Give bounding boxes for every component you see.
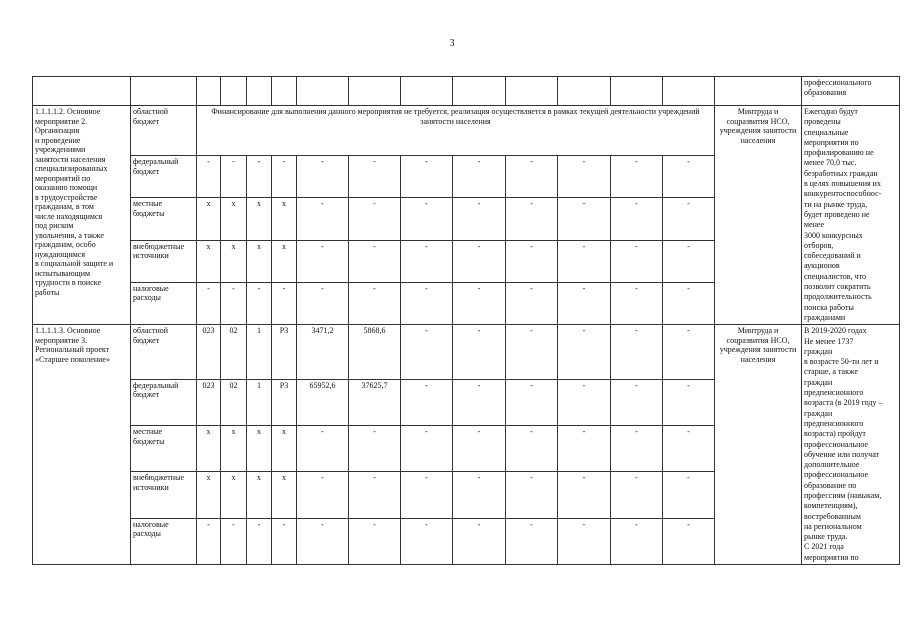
code-cell: х <box>272 426 297 472</box>
value-cell: - <box>558 156 611 198</box>
value-cell: - <box>349 198 401 240</box>
value-cell: - <box>297 426 349 472</box>
result-cell-line: образование по <box>804 480 857 490</box>
measure-name-line: и проведение <box>35 135 81 145</box>
result-cell-line: в целях повышения их <box>804 179 881 189</box>
code-cell: х <box>221 426 247 472</box>
result-cell-line: граждан <box>804 346 833 356</box>
result-cell-line: мероприятия по <box>804 552 859 562</box>
value-cell: - <box>453 156 506 198</box>
code-cell: х <box>197 240 221 282</box>
measure-name-line: Организация <box>35 126 80 135</box>
value-cell: - <box>297 282 349 324</box>
result-cell-line: собеседований и <box>804 251 861 261</box>
code-cell: х <box>247 472 272 518</box>
result-cell-line: конкурентоспособнос- <box>804 189 882 199</box>
empty-cell <box>33 77 131 106</box>
result-cell-line: профессиональное <box>804 439 869 449</box>
value-cell: - <box>663 156 715 198</box>
value-cell: - <box>663 518 715 564</box>
code-cell: х <box>272 240 297 282</box>
funding-source: местные бюджеты <box>131 198 197 240</box>
value-cell: - <box>611 156 663 198</box>
code-cell: 02 <box>221 325 247 380</box>
measure-name <box>33 106 131 325</box>
result-cell-line: дополнительное <box>804 460 860 470</box>
measure-name-line: учреждениями <box>35 145 86 154</box>
measure-name-line: мероприятие 2. <box>35 116 88 126</box>
result-cell-line: гражданами <box>804 312 846 322</box>
value-cell: 3471,2 <box>297 325 349 380</box>
value-cell: - <box>611 379 663 425</box>
result-cell-line: Не менее 1737 <box>804 336 854 346</box>
result-cell-line: предпенсионного <box>804 418 864 428</box>
result-cell-line: безработных граждан <box>804 168 878 178</box>
result-cell-line: менее <box>804 220 824 230</box>
code-cell: - <box>197 282 221 324</box>
measure-name-line: в трудоустройстве <box>35 192 98 202</box>
value-cell: - <box>453 198 506 240</box>
value-cell: - <box>349 426 401 472</box>
value-cell: - <box>611 518 663 564</box>
value-cell: - <box>663 426 715 472</box>
value-cell: - <box>558 518 611 564</box>
value-cell: - <box>663 240 715 282</box>
empty-cell <box>197 77 221 106</box>
result-cell: профессионального образования <box>802 77 900 106</box>
value-cell: - <box>506 426 558 472</box>
page-number: 3 <box>449 38 455 49</box>
measure-name-line: мероприятие 3. <box>35 335 88 345</box>
value-cell: - <box>401 325 453 380</box>
value-cell: - <box>297 198 349 240</box>
funding-source: налоговые расходы <box>131 282 197 324</box>
code-cell: - <box>197 518 221 564</box>
empty-cell <box>558 77 611 106</box>
code-cell: - <box>272 282 297 324</box>
code-cell: х <box>247 426 272 472</box>
result-cell-line: Ежегодно будут <box>804 107 858 116</box>
table-row <box>33 106 900 156</box>
value-cell: - <box>401 472 453 518</box>
result-cell-line: менее 70,0 тыс. <box>804 158 857 168</box>
result-cell-line: предпенсионного <box>804 388 864 398</box>
empty-cell <box>663 77 715 106</box>
measure-name-line: увольнения, а также <box>35 230 104 240</box>
value-cell: - <box>611 472 663 518</box>
value-cell: - <box>401 379 453 425</box>
value-cell: - <box>401 426 453 472</box>
code-cell: 023 <box>197 325 221 380</box>
value-cell: - <box>297 156 349 198</box>
empty-cell <box>506 77 558 106</box>
measure-name-line: под риском <box>35 221 74 230</box>
measure-name-line: «Старшее поколение» <box>35 354 110 364</box>
measure-name-line: Региональный проект <box>35 345 110 355</box>
code-cell: - <box>197 156 221 198</box>
value-cell: - <box>453 240 506 282</box>
result-cell-line: продолжительность <box>804 292 872 302</box>
result-cell-line: отборов, <box>804 240 834 250</box>
measure-name-line: в социальной защите и <box>35 259 114 268</box>
empty-cell <box>715 77 802 106</box>
code-cell: 1 <box>247 379 272 425</box>
measure-name-line: нуждающимся <box>35 249 86 259</box>
value-cell: 37625,7 <box>349 379 401 425</box>
value-cell: - <box>558 240 611 282</box>
value-cell: - <box>453 325 506 380</box>
result-cell-line: в возрасте 50-ти лет и <box>804 357 879 367</box>
code-cell: 023 <box>197 379 221 425</box>
result-cell-line: востребованным <box>804 511 861 521</box>
value-cell: - <box>401 240 453 282</box>
value-cell: - <box>506 379 558 425</box>
code-cell: 02 <box>221 379 247 425</box>
value-cell: - <box>349 156 401 198</box>
code-cell: P3 <box>272 325 297 380</box>
result-cell-line: специалистов, что <box>804 271 866 281</box>
funding-source: внебюджетные источники <box>131 472 197 518</box>
value-cell: - <box>558 472 611 518</box>
funding-source: областной бюджет <box>131 325 197 380</box>
code-cell: - <box>221 518 247 564</box>
value-cell: - <box>297 472 349 518</box>
funding-source: внебюджетные источники <box>131 240 197 282</box>
empty-cell <box>453 77 506 106</box>
result-cell-line: возраста (в 2019 году – <box>804 398 883 408</box>
value-cell: 5868,6 <box>349 325 401 380</box>
measure-name-line: 1.1.1.1.3. Основное <box>35 326 101 336</box>
code-cell: - <box>272 156 297 198</box>
value-cell: - <box>506 156 558 198</box>
value-cell: - <box>558 379 611 425</box>
measure-name-line: гражданам, особо <box>35 240 96 249</box>
code-cell: - <box>247 282 272 324</box>
table-row <box>33 77 900 106</box>
value-cell: - <box>611 426 663 472</box>
empty-cell <box>297 77 349 106</box>
value-cell: - <box>506 325 558 380</box>
executor-cell: Минтруда и соцразвития НСО, учреждения занятости населения <box>715 325 802 565</box>
result-cell-line: 3000 конкурсных <box>804 230 863 240</box>
table-row <box>33 325 900 380</box>
code-cell: х <box>221 198 247 240</box>
result-cell <box>802 106 900 325</box>
value-cell: - <box>663 472 715 518</box>
result-cell-line: граждан <box>804 408 833 418</box>
value-cell: - <box>506 518 558 564</box>
code-cell: P3 <box>272 379 297 425</box>
value-cell: - <box>401 156 453 198</box>
value-cell: - <box>349 472 401 518</box>
value-cell: - <box>663 379 715 425</box>
value-cell: - <box>558 282 611 324</box>
value-cell: - <box>453 518 506 564</box>
funding-note: Финансирование для выполнения данного мероприятия не требуется, реализация осуществляется в рамках текущей деятельности учреждений занятости населения <box>197 106 715 156</box>
result-cell-line: аукционов <box>804 261 840 271</box>
code-cell: х <box>197 198 221 240</box>
value-cell: - <box>611 198 663 240</box>
value-cell: - <box>453 426 506 472</box>
result-cell <box>802 325 900 565</box>
funding-source: федеральный бюджет <box>131 156 197 198</box>
value-cell: - <box>297 240 349 282</box>
value-cell: - <box>453 379 506 425</box>
measure-name-line: испытывающим <box>35 268 91 278</box>
value-cell: - <box>453 472 506 518</box>
measure-name-line: мероприятий по <box>35 173 91 183</box>
value-cell: - <box>506 282 558 324</box>
value-cell: - <box>663 325 715 380</box>
value-cell: - <box>297 518 349 564</box>
value-cell: - <box>663 198 715 240</box>
result-cell-line: профессиям (навыкам, <box>804 490 882 500</box>
code-cell: - <box>247 518 272 564</box>
value-cell: - <box>506 198 558 240</box>
empty-cell <box>401 77 453 106</box>
empty-cell <box>247 77 272 106</box>
result-cell-line: старше, а также <box>804 367 858 377</box>
value-cell: - <box>663 282 715 324</box>
result-cell-line: профессиональное <box>804 470 869 480</box>
value-cell: - <box>506 472 558 518</box>
code-cell: х <box>272 198 297 240</box>
empty-cell <box>349 77 401 106</box>
funding-source: местные бюджеты <box>131 426 197 472</box>
value-cell: - <box>349 240 401 282</box>
empty-cell <box>221 77 247 106</box>
code-cell: х <box>197 472 221 518</box>
code-cell: - <box>272 518 297 564</box>
result-cell-line: рынке труда. <box>804 532 848 542</box>
result-cell-line: специальные <box>804 127 849 137</box>
code-cell: 1 <box>247 325 272 380</box>
result-cell-line: компетенциям), <box>804 501 858 511</box>
code-cell: х <box>221 240 247 282</box>
funding-source: налоговые расходы <box>131 518 197 564</box>
code-cell: х <box>221 472 247 518</box>
result-cell-line: ти на рынке труда, <box>804 199 868 209</box>
value-cell: - <box>558 198 611 240</box>
funding-source: областной бюджет <box>131 106 197 156</box>
value-cell: - <box>611 325 663 380</box>
result-cell-line: позволит сократить <box>804 282 871 292</box>
result-cell-line: на региональном <box>804 521 862 531</box>
result-cell-line: проведены <box>804 117 841 127</box>
measure-name-line: 1.1.1.1.2. Основное <box>35 107 101 116</box>
measure-name-line: гражданам, в том <box>35 202 94 211</box>
measure-name-line: специализированных <box>35 164 108 173</box>
program-table <box>32 76 900 565</box>
value-cell: - <box>558 426 611 472</box>
result-cell-line: мероприятия по <box>804 137 859 147</box>
value-cell: - <box>611 282 663 324</box>
value-cell: - <box>453 282 506 324</box>
measure-name-line: оказанию помощи <box>35 183 98 192</box>
code-cell: - <box>221 156 247 198</box>
code-cell: - <box>221 282 247 324</box>
measure-name-line: числе находящимся <box>35 211 103 221</box>
result-cell-line: С 2021 года <box>804 542 844 552</box>
result-cell-line: В 2019-2020 годах <box>804 326 867 336</box>
empty-cell <box>131 77 197 106</box>
value-cell: 65952,6 <box>297 379 349 425</box>
empty-cell <box>611 77 663 106</box>
value-cell: - <box>401 282 453 324</box>
value-cell: - <box>611 240 663 282</box>
executor-cell: Минтруда и соцразвития НСО, учреждения занятости населения <box>715 106 802 325</box>
code-cell: х <box>272 472 297 518</box>
code-cell: х <box>197 426 221 472</box>
empty-cell <box>272 77 297 106</box>
value-cell: - <box>558 325 611 380</box>
result-cell-line: граждан <box>804 377 833 387</box>
code-cell: - <box>247 156 272 198</box>
result-cell-line: профилированию не <box>804 148 874 158</box>
result-cell-line: обучение или получат <box>804 449 880 459</box>
value-cell: - <box>401 198 453 240</box>
measure-name-line: трудности в поиске <box>35 278 101 287</box>
result-cell-line: поиска работы <box>804 302 854 312</box>
measure-name <box>33 325 131 565</box>
code-cell: х <box>247 240 272 282</box>
value-cell: - <box>349 282 401 324</box>
measure-name-line: занятости населения <box>35 154 106 164</box>
result-cell-line: будет проведено не <box>804 209 870 219</box>
funding-source: федеральный бюджет <box>131 379 197 425</box>
value-cell: - <box>506 240 558 282</box>
result-cell-line: возраста) пройдут <box>804 429 866 439</box>
code-cell: х <box>247 198 272 240</box>
value-cell: - <box>401 518 453 564</box>
value-cell: - <box>349 518 401 564</box>
measure-name-line: работы <box>35 287 60 297</box>
